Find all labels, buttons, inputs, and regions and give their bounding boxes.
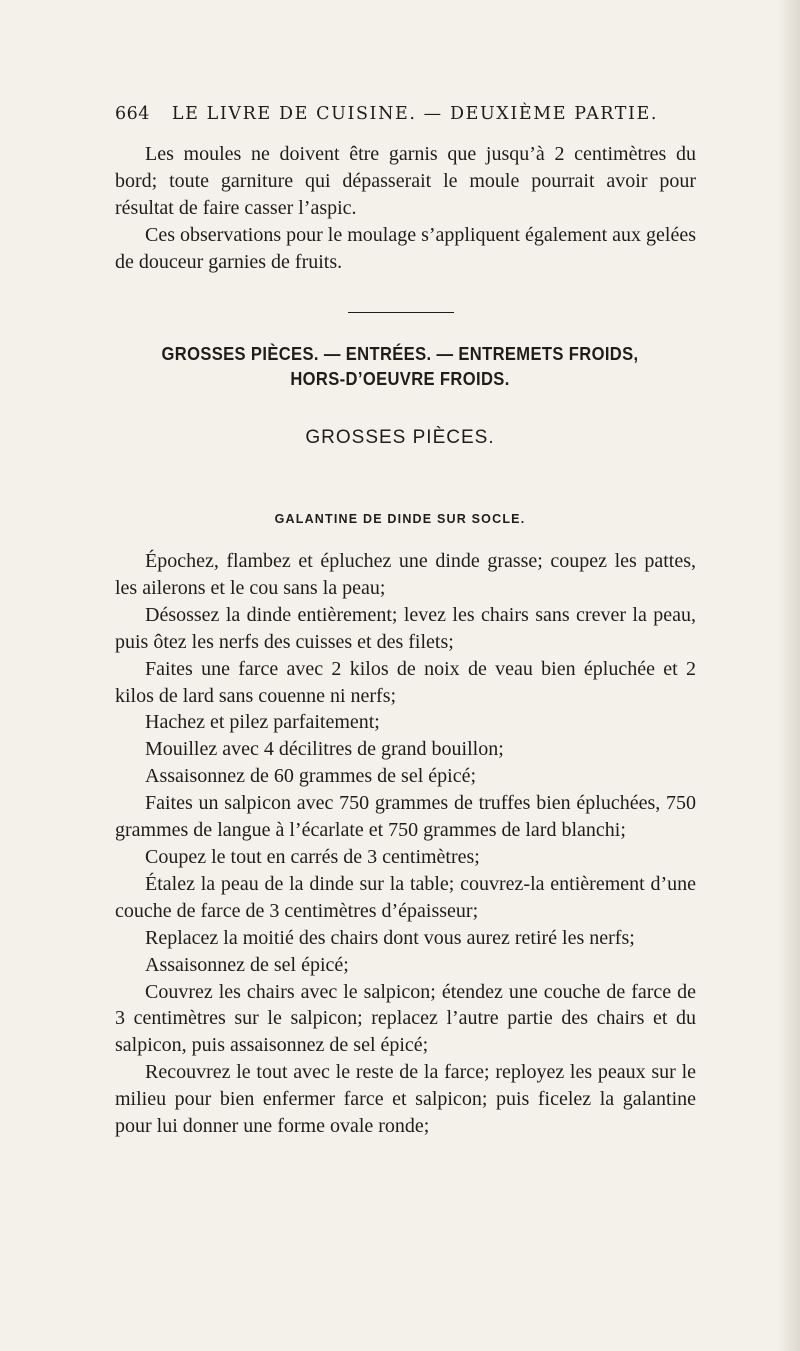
paragraph: Étalez la peau de la dinde sur la table; couvrez-la entièrement d’une couche de farce de 3 centimètres d’épaisseur; bbox=[115, 872, 696, 922]
recipe-text bbox=[115, 548, 696, 1140]
paragraph: Recouvrez le tout avec le reste de la farce; reployez les peaux sur le milieu pour bien enfermer farce et salpicon; puis ficelez la galantine pour lui donner une forme ovale ronde; bbox=[115, 1061, 696, 1138]
paragraph: Les moules ne doivent être garnis que jusqu’à 2 centimètres du bord; toute garniture qui dépasserait le moule pourrait avoir pour résultat de faire casser l’aspic. bbox=[115, 143, 696, 219]
subsection-heading: GROSSES PIÈCES. bbox=[305, 427, 495, 448]
paragraph: Désossez la dinde entièrement; levez les chairs sans crever la peau, puis ôtez les nerfs des cuisses et des filets; bbox=[115, 603, 696, 653]
section-heading-line2: HORS-D’OEUVRE FROIDS. bbox=[290, 369, 510, 389]
intro-text bbox=[115, 141, 696, 276]
paragraph: Faites un salpicon avec 750 grammes de truffes bien épluchées, 750 grammes de langue à l’écarlate et 750 grammes de lard blanchi; bbox=[115, 792, 696, 842]
page-edge-shadow bbox=[778, 0, 800, 1351]
paragraph: Replacez la moitié des chairs dont vous aurez retiré les nerfs; bbox=[145, 926, 635, 949]
running-head-title: LE LIVRE DE CUISINE. — DEUXIÈME PARTIE. bbox=[171, 104, 659, 124]
page-number: 664 bbox=[115, 104, 150, 124]
paragraph: Épochez, flambez et épluchez une dinde grasse; coupez les pattes, les ailerons et le cou sans la peau; bbox=[115, 550, 696, 599]
running-head bbox=[115, 104, 695, 124]
paragraph: Assaisonnez de sel épicé; bbox=[145, 953, 349, 976]
paragraph: Ces observations pour le moulage s’appliquent également aux gelées de douceur garnies de fruits. bbox=[115, 223, 696, 273]
paragraph: Coupez le tout en carrés de 3 centimètres; bbox=[145, 845, 480, 868]
paragraph: Faites une farce avec 2 kilos de noix de veau bien épluchée et 2 kilos de lard sans couenne ni nerfs; bbox=[115, 657, 696, 707]
paragraph: Assaisonnez de 60 grammes de sel épicé; bbox=[145, 765, 477, 788]
recipe-title: GALANTINE DE DINDE SUR SOCLE. bbox=[274, 512, 526, 526]
paragraph: Mouillez avec 4 décilitres de grand bouillon; bbox=[145, 738, 504, 761]
paragraph: Hachez et pilez parfaitement; bbox=[145, 711, 380, 734]
section-divider bbox=[348, 312, 454, 313]
section-heading-line1: GROSSES PIÈCES. — ENTRÉES. — ENTREMETS FROIDS, bbox=[161, 344, 639, 364]
paragraph: Couvrez les chairs avec le salpicon; étendez une couche de farce de 3 centimètres sur le salpicon; replacez l’autre partie des chairs et du salpicon, puis assaisonnez de sel épicé; bbox=[115, 980, 696, 1057]
